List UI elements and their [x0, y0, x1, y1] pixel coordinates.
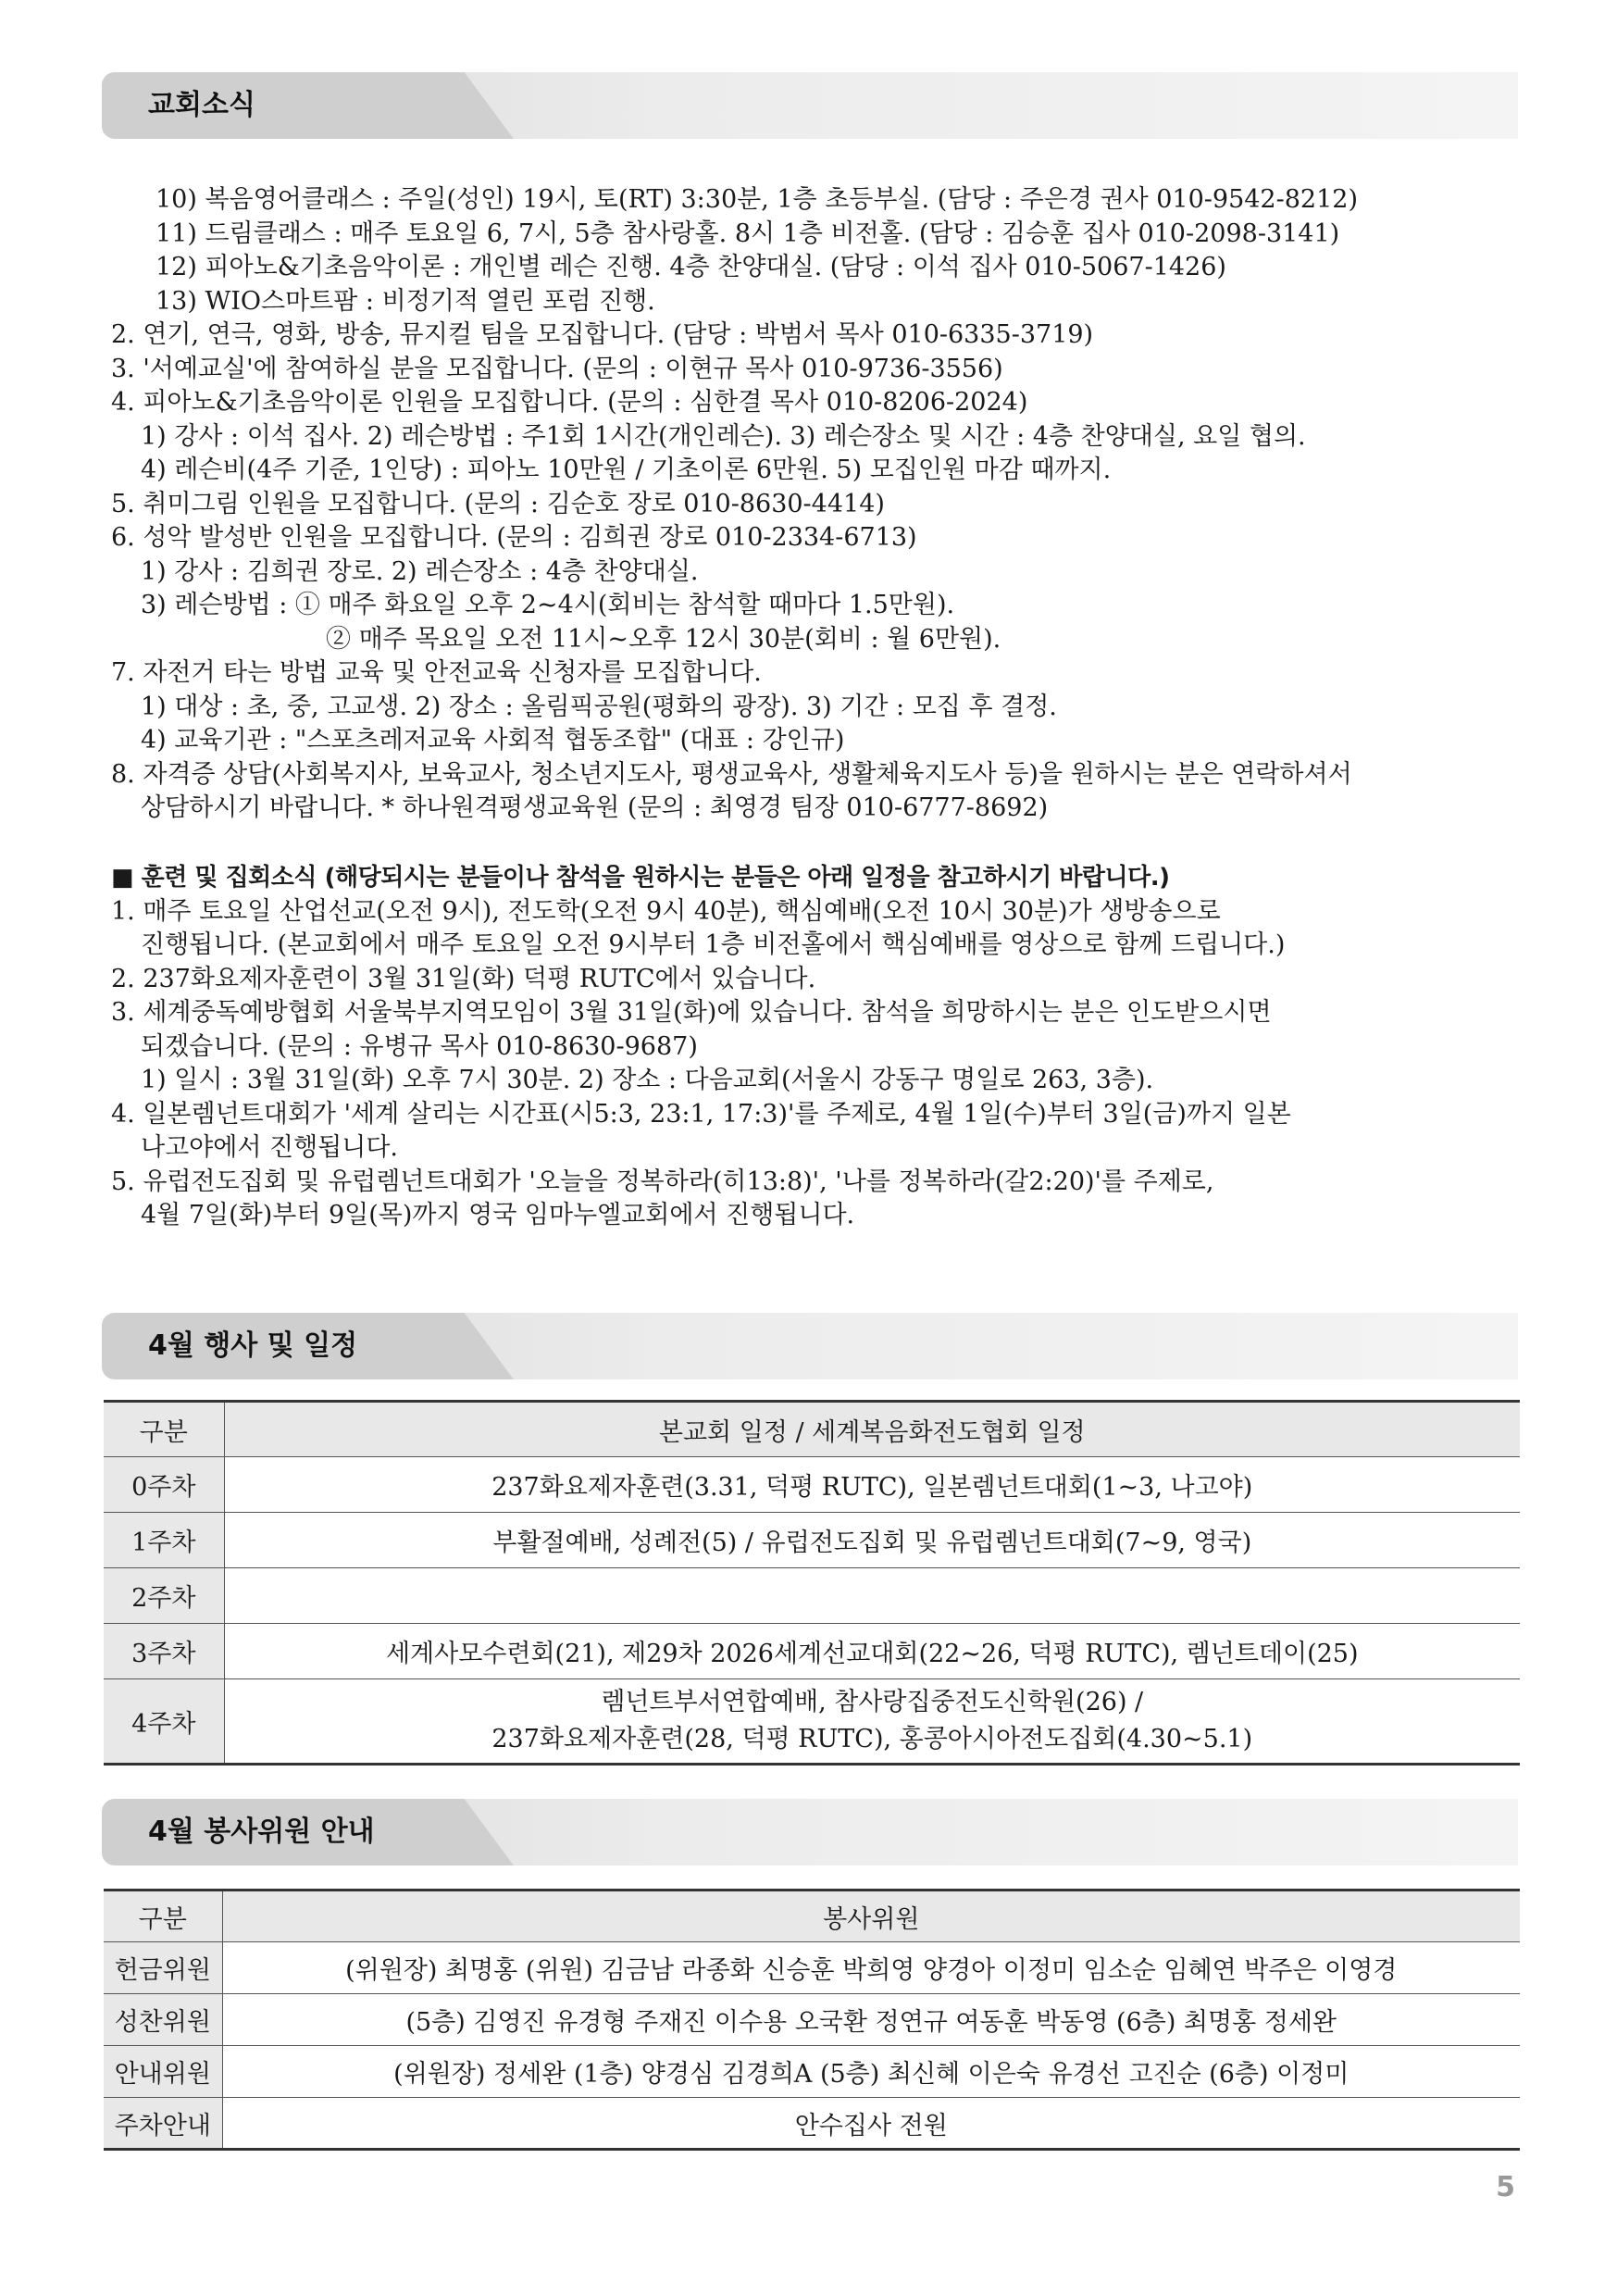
news-list: [111, 183, 1536, 826]
week-cell: 4주차: [104, 1679, 224, 1765]
page-number: 5: [1496, 2171, 1515, 2203]
events-table: [104, 1400, 1520, 1766]
role-cell: 안내위원: [104, 2046, 222, 2098]
news-item: 1) 대상 : 초, 중, 고교생. 2) 장소 : 올림픽공원(평화의 광장). 3) 기간 : 모집 후 결정.: [141, 692, 1057, 721]
week-cell: 1주차: [104, 1513, 224, 1568]
table-row: [104, 2046, 1520, 2098]
news-item: 5. 취미그림 인원을 모집합니다. (문의 : 김순호 장로 010-8630-4414): [111, 489, 885, 518]
event-cell: [224, 1568, 1520, 1624]
section-header-april-service: [102, 1799, 1518, 1866]
table-row: [104, 1457, 1520, 1513]
training-item: 진행됩니다. (본교회에서 매주 토요일 오전 9시부터 1층 비전홀에서 핵심예배를 영상으로 함께 드립니다.): [141, 930, 1286, 959]
table-row: [104, 2098, 1520, 2150]
news-item: 3) 레슨방법 : ① 매주 화요일 오후 2~4시(회비는 참석할 때마다 1.5만원).: [141, 591, 955, 619]
table-row: [104, 1994, 1520, 2046]
event-cell: 237화요제자훈련(3.31, 덕평 RUTC), 일본렘넌트대회(1~3, 나고야): [224, 1457, 1520, 1513]
section-title-news: 교회소식: [148, 89, 255, 121]
news-item: ② 매주 목요일 오전 11시~오후 12시 30분(회비 : 월 6만원).: [326, 624, 1001, 654]
week-cell: 0주차: [104, 1457, 224, 1513]
column-header: 구분: [104, 1890, 222, 1942]
service-table: [104, 1889, 1520, 2151]
column-header: 본교회 일정 / 세계복음화전도협회 일정: [224, 1402, 1520, 1457]
news-item: 4. 피아노&기초음악이론 인원을 모집합니다. (문의 : 심한결 목사 010-8206-2024): [111, 388, 1028, 417]
table-header-row: [104, 1890, 1520, 1942]
table-row: [104, 1942, 1520, 1994]
training-item: 나고야에서 진행됩니다.: [141, 1133, 398, 1162]
training-item: 5. 유럽전도집회 및 유럽렘넌트대회가 '오늘을 정복하라(히13:8)', '나를 정복하라(갈2:20)'를 주제로,: [111, 1167, 1214, 1196]
training-item: 4. 일본렘넌트대회가 '세계 살리는 시간표(시5:3, 23:1, 17:3)'를 주제로, 4월 1일(수)부터 3일(금)까지 일본: [111, 1099, 1291, 1129]
members-cell: 안수집사 전원: [222, 2098, 1520, 2150]
training-news: [111, 861, 1536, 1233]
training-item: 2. 237화요제자훈련이 3월 31일(화) 덕평 RUTC에서 있습니다.: [111, 964, 816, 993]
members-cell: (위원장) 정세완 (1층) 양경심 김경희A (5층) 최신혜 이은숙 유경선 고진순 (6층) 이정미: [222, 2046, 1520, 2098]
news-item: 7. 자전거 타는 방법 교육 및 안전교육 신청자를 모집합니다.: [111, 658, 762, 687]
column-header: 구분: [104, 1402, 224, 1457]
training-heading: ■ 훈련 및 집회소식 (해당되시는 분들이나 참석을 원하시는 분들은 아래 일정을 참고하시기 바랍니다.): [111, 864, 1170, 892]
table-header-row: [104, 1402, 1520, 1457]
training-item: 4월 7일(화)부터 9일(목)까지 영국 임마누엘교회에서 진행됩니다.: [141, 1201, 855, 1229]
table-row: [104, 1679, 1520, 1765]
training-item: 1. 매주 토요일 산업선교(오전 9시), 전도학(오전 9시 40분), 핵심예배(오전 10시 30분)가 생방송으로: [111, 896, 1221, 926]
training-item: 되겠습니다. (문의 : 유병규 목사 010-8630-9687): [141, 1031, 698, 1061]
event-cell: [224, 1679, 1520, 1765]
role-cell: 성찬위원: [104, 1994, 222, 2046]
training-item: 1) 일시 : 3월 31일(화) 오후 7시 30분. 2) 장소 : 다음교회(서울시 강동구 명일로 263, 3층).: [141, 1066, 1154, 1094]
news-item: 11) 드림클래스 : 매주 토요일 6, 7시, 5층 참사랑홀. 8시 1층 비전홀. (담당 : 김승훈 집사 010-2098-3141): [155, 218, 1340, 248]
event-cell: 부활절예배, 성례전(5) / 유럽전도집회 및 유럽렘넌트대회(7~9, 영국): [224, 1513, 1520, 1568]
news-item: 4) 레슨비(4주 기준, 1인당) : 피아노 10만원 / 기초이론 6만원. 5) 모집인원 마감 때까지.: [141, 455, 1112, 484]
table-row: [104, 1513, 1520, 1568]
news-item: 1) 강사 : 김희권 장로. 2) 레슨장소 : 4층 찬양대실.: [141, 556, 699, 586]
news-item: 10) 복음영어클래스 : 주일(성인) 19시, 토(RT) 3:30분, 1층 초등부실. (담당 : 주은경 권사 010-9542-8212): [155, 185, 1358, 214]
members-cell: (위원장) 최명홍 (위원) 김금남 라종화 신승훈 박희영 양경아 이정미 임소순 임혜연 박주은 이영경: [222, 1942, 1520, 1994]
column-header: 봉사위원: [222, 1890, 1520, 1942]
section-header-news: [102, 72, 1518, 139]
news-item: 8. 자격증 상담(사회복지사, 보육교사, 청소년지도사, 평생교육사, 생활체육지도사 등)을 원하시는 분은 연락하셔서: [111, 759, 1352, 789]
news-item: 3. '서예교실'에 참여하실 분을 모집합니다. (문의 : 이현규 목사 010-9736-3556): [111, 354, 1003, 383]
week-cell: 3주차: [104, 1624, 224, 1679]
news-item: 1) 강사 : 이석 집사. 2) 레슨방법 : 주1회 1시간(개인레슨). 3) 레슨장소 및 시간 : 4층 찬양대실, 요일 협의.: [141, 421, 1306, 451]
training-item: 3. 세계중독예방협회 서울북부지역모임이 3월 31일(화)에 있습니다. 참석을 희망하시는 분은 인도받으시면: [111, 998, 1272, 1027]
event-line: 렘넌트부서연합예배, 참사랑집중전도신학원(26) /: [601, 1688, 1144, 1716]
week-cell: 2주차: [104, 1568, 224, 1624]
section-header-april-events: [102, 1313, 1518, 1379]
role-cell: 주차안내: [104, 2098, 222, 2150]
news-item: 4) 교육기관 : "스포츠레저교육 사회적 협동조합" (대표 : 강인규): [141, 726, 845, 755]
role-cell: 헌금위원: [104, 1942, 222, 1994]
section-title-april-service: 4월 봉사위원 안내: [148, 1816, 375, 1848]
news-item: 6. 성악 발성반 인원을 모집합니다. (문의 : 김희권 장로 010-2334-6713): [111, 523, 917, 552]
news-item: 12) 피아노&기초음악이론 : 개인별 레슨 진행. 4층 찬양대실. (담당 : 이석 집사 010-5067-1426): [155, 253, 1226, 281]
event-line: 237화요제자훈련(28, 덕평 RUTC), 홍콩아시아전도집회(4.30~5.1): [491, 1725, 1253, 1753]
table-row: [104, 1624, 1520, 1679]
event-cell: 세계사모수련회(21), 제29차 2026세계선교대회(22~26, 덕평 RUTC), 렘넌트데이(25): [224, 1624, 1520, 1679]
news-item: 상담하시기 바랍니다. * 하나원격평생교육원 (문의 : 최영경 팀장 010-6777-8692): [141, 793, 1049, 822]
news-item: 13) WIO스마트팜 : 비정기적 열린 포럼 진행.: [155, 286, 655, 316]
table-row: [104, 1568, 1520, 1624]
section-title-april-events: 4월 행사 및 일정: [148, 1329, 358, 1362]
members-cell: (5층) 김영진 유경형 주재진 이수용 오국환 정연규 여동훈 박동영 (6층) 최명홍 정세완: [222, 1994, 1520, 2046]
news-item: 2. 연기, 연극, 영화, 방송, 뮤지컬 팀을 모집합니다. (담당 : 박범서 목사 010-6335-3719): [111, 320, 1094, 349]
